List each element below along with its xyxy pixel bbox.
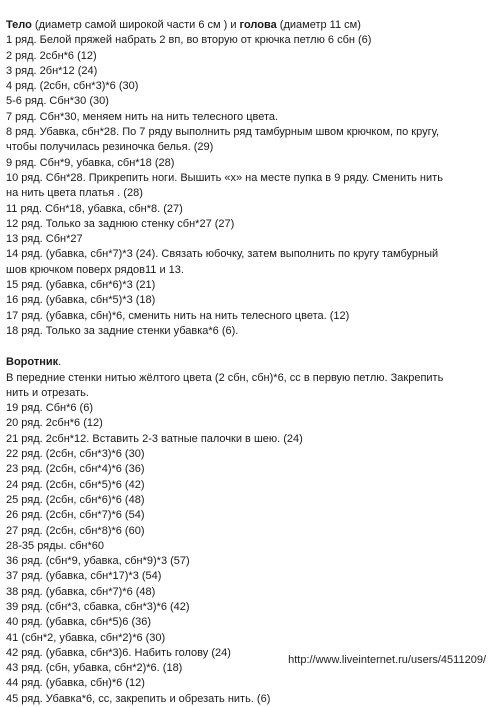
instruction-line: 8 ряд. Убавка, сбн*28. По 7 ряду выполнить ряд тамбурным швом крючком, по кругу, (6, 126, 440, 139)
document-page (6, 18, 486, 707)
instruction-line: 15 ряд. (убавка, сбн*6)*3 (21) (6, 279, 156, 292)
instruction-line: 37 ряд. (убавка, сбн*17)*3 (54) (6, 570, 162, 583)
instruction-line: шов крючком поверх рядов11 и 13. (6, 263, 184, 276)
instruction-line: 18 ряд. Только за задние стенки убавка*6 (6). (6, 324, 239, 337)
body-rows (6, 33, 486, 339)
heading-head-size: (диаметр 11 см) (276, 19, 361, 31)
section-gap (6, 339, 486, 355)
heading-head-term: голова (239, 19, 277, 31)
instruction-line: 7 ряд. Сбн*30, меняем нить на нить телесного цвета. (6, 110, 279, 123)
instruction-line: 27 ряд. (2сбн, сбн*8)*6 (60) (6, 524, 145, 537)
instruction-line: 20 ряд. 2сбн*6 (12) (6, 417, 103, 430)
instruction-line: 3 ряд. 2бн*12 (24) (6, 64, 98, 77)
instruction-line: 43 ряд. (сбн, убавка, сбн*2)*6. (18) (6, 662, 183, 675)
instruction-line: 1 ряд. Белой пряжей набрать 2 вп, во вторую от крючка петлю 6 сбн (6) (6, 34, 372, 47)
instruction-line: 22 ряд. (2сбн, сбн*3)*6 (30) (6, 448, 145, 461)
instruction-line: 14 ряд. (убавка, сбн*7)*3 (24). Связать юбочку, затем выполнить по кругу тамбурный (6, 248, 439, 261)
instruction-line: 38 ряд. (убавка, сбн*7)*6 (48) (6, 585, 156, 598)
instruction-line: 41 (сбн*2, убавка, сбн*2)*6 (30) (6, 631, 166, 644)
instruction-line: 21 ряд. 2сбн*12. Вставить 2-3 ватные палочки в шею. (24) (6, 432, 303, 445)
instruction-line: 42 ряд. (убавка, сбн*3)6. Набить голову (24) (6, 646, 231, 659)
instruction-line: 16 ряд. (убавка, сбн*5)*3 (18) (6, 294, 156, 307)
instruction-line: 44 ряд. (убавка, сбн)*6 (12) (6, 677, 145, 690)
collar-heading-text: Воротник (6, 356, 59, 369)
instruction-line: 17 ряд. (убавка, сбн)*6, сменить нить на нить телесного цвета. (12) (6, 309, 350, 322)
instruction-line: 10 ряд. Сбн*28. Прикрепить ноги. Вышить «х» на месте пупка в 9 ряду. Сменить нить (6, 171, 443, 184)
instruction-line: 36 ряд. (сбн*9, убавка, сбн*9)*3 (57) (6, 555, 190, 568)
instruction-line: 9 ряд. Сбн*9, убавка, сбн*18 (28) (6, 156, 175, 169)
instruction-line: 5-6 ряд. Сбн*30 (30) (6, 95, 109, 108)
instruction-line: 39 ряд. (сбн*3, сбавка, сбн*3)*6 (42) (6, 600, 190, 613)
instruction-line: чтобы получилась резиночка белья. (29) (6, 141, 214, 154)
instruction-line: 28-35 ряды. сбн*60 (6, 539, 104, 552)
instruction-line: 23 ряд. (2сбн, сбн*4)*6 (36) (6, 463, 145, 476)
instruction-line: 19 ряд. Сбн*6 (6) (6, 402, 93, 415)
instruction-line: 2 ряд. 2сбн*6 (12) (6, 49, 97, 62)
instruction-line: на нить цвета платья . (28) (6, 187, 143, 200)
heading-body-size: (диаметр самой широкой части 6 см ) и (31, 19, 240, 31)
instruction-line: 11 ряд. Сбн*18, убавка, сбн*8. (27) (6, 202, 183, 215)
collar-heading-dot: . (58, 356, 62, 369)
instruction-line: 13 ряд. Сбн*27 (6, 233, 83, 246)
body-section-heading (6, 18, 486, 33)
instruction-line: 45 ряд. Убавка*6, сс, закрепить и обрезать нить. (6) (6, 692, 271, 705)
instruction-line: В передние стенки нитью жёлтого цвета (2 сбн, сбн)*6, сс в первую петлю. Закрепить (6, 371, 444, 384)
instruction-line: нить и отрезать. (6, 386, 89, 399)
instruction-line: 25 ряд. (2сбн, сбн*6)*6 (48) (6, 493, 145, 506)
instruction-line: 12 ряд. Только за заднюю стенку сбн*27 (27) (6, 217, 235, 230)
instruction-line: 26 ряд. (2сбн, сбн*7)*6 (54) (6, 509, 145, 522)
instruction-line: 40 ряд. (убавка, сбн*5)6 (36) (6, 616, 152, 629)
heading-body-term: Тело (6, 19, 32, 31)
source-url-watermark: http://www.liveinternet.ru/users/4511209/ (285, 654, 486, 667)
instruction-line: 24 ряд. (2сбн, сбн*5)*6 (42) (6, 478, 145, 491)
collar-section-heading (6, 355, 486, 370)
instruction-line: 4 ряд. (2сбн, сбн*3)*6 (30) (6, 80, 139, 93)
